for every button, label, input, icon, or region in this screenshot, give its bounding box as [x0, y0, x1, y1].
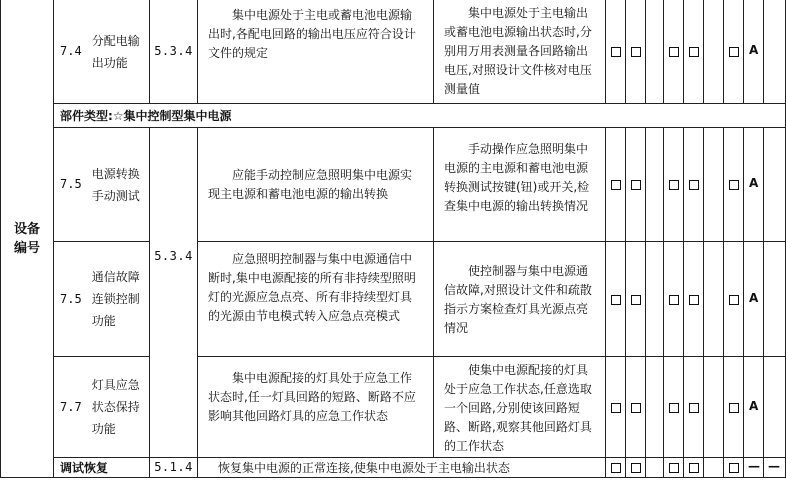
group-label: 设备 编号 [13, 221, 40, 256]
last-row-name: 调试恢复 [60, 461, 109, 475]
checkbox-empty-icon[interactable] [669, 180, 679, 190]
checkbox-empty-icon[interactable] [729, 180, 739, 190]
last-row-clause [150, 458, 198, 478]
row-code: 7.5 [60, 177, 82, 191]
checkbox-empty-icon[interactable] [689, 47, 699, 57]
row-7-4-requirement [198, 0, 434, 104]
checkbox-empty-icon[interactable] [669, 295, 679, 305]
checkbox-empty-icon[interactable] [631, 180, 641, 190]
method-text: 使集中电源配接的灯具处于应急工作状态,任意选取一个回路,分别使该回路短路、断路,观察其他回路灯具的工作状态 [444, 363, 592, 453]
check-cell [704, 242, 724, 357]
check-cell [764, 242, 786, 357]
method-text: 手动操作应急照明集中电源的主电源和蓄电池电源转换测试按键(钮)或开关,检查集中电源的输出转换情况 [444, 142, 590, 213]
check-cell [646, 458, 664, 478]
result-label: A [749, 176, 759, 190]
result-dash: — [748, 459, 760, 473]
row-name: 灯具应急 状态保持 功能 [91, 378, 140, 436]
checkbox-empty-icon[interactable] [611, 180, 621, 190]
clause-number: 5.1.4 [154, 460, 193, 474]
rows-7-5-to-7-7-clause [150, 128, 198, 458]
checkbox-empty-icon[interactable] [669, 463, 679, 473]
check-cell [646, 128, 664, 242]
row-7-5a-requirement [198, 128, 434, 242]
check-cell [646, 242, 664, 357]
checkbox-empty-icon[interactable] [729, 463, 739, 473]
checkbox-empty-icon[interactable] [729, 295, 739, 305]
clause-number: 5.3.4 [154, 249, 193, 263]
checkbox-empty-icon[interactable] [611, 47, 621, 57]
checkbox-empty-icon[interactable] [611, 295, 621, 305]
row-7-4-title [54, 0, 150, 104]
checkbox-empty-icon[interactable] [729, 47, 739, 57]
method-text: 集中电源处于主电输出或蓄电池电源输出状态时,分别用万用表测量各回路输出电压,对照设计文件核对电压测量值 [444, 6, 592, 96]
checkbox-empty-icon[interactable] [631, 403, 641, 413]
result-label: A [749, 43, 759, 57]
checkbox-empty-icon[interactable] [611, 463, 621, 473]
check-cell [764, 0, 786, 104]
last-row-title [54, 458, 150, 478]
result-label: A [749, 398, 759, 413]
checkbox-empty-icon[interactable] [631, 295, 641, 305]
checkbox-empty-icon[interactable] [669, 403, 679, 413]
check-cell [704, 128, 724, 242]
check-cell [764, 357, 786, 458]
requirement-text: 应急照明控制器与集中电源通信中断时,集中电源配接的所有非持续型照明灯的光源应急点亮、所有非持续型灯具的光源由节电模式转入应急点亮模式 [208, 252, 416, 323]
check-cell [646, 357, 664, 458]
clause-number: 5.3.4 [154, 44, 193, 58]
row-code: 7.7 [60, 399, 82, 414]
row-7-5a-method [434, 128, 606, 242]
row-name: 电源转换 手动测试 [91, 166, 140, 203]
component-type-row [54, 104, 786, 128]
checkbox-empty-icon[interactable] [669, 47, 679, 57]
check-cell [704, 458, 724, 478]
check-cell [704, 0, 724, 104]
row-7-5b-method [434, 242, 606, 357]
checkbox-empty-icon[interactable] [631, 463, 641, 473]
checkbox-empty-icon[interactable] [689, 463, 699, 473]
checkbox-empty-icon[interactable] [729, 403, 739, 413]
row-7-7-requirement [198, 357, 434, 458]
group-label-cell [0, 0, 54, 478]
row-7-5a-title [54, 128, 150, 242]
row-7-4-method [434, 0, 606, 104]
check-cell [704, 357, 724, 458]
row-7-7-method [434, 357, 606, 458]
row-7-5b-requirement [198, 242, 434, 357]
checkbox-empty-icon[interactable] [631, 47, 641, 57]
component-type-text: 部件类型:☆集中控制型集中电源 [60, 109, 232, 123]
row-code: 7.5 [60, 291, 82, 306]
checkbox-empty-icon[interactable] [611, 403, 621, 413]
row-code: 7.4 [60, 44, 82, 58]
checkbox-empty-icon[interactable] [689, 295, 699, 305]
check-cell [764, 128, 786, 242]
row-name: 通信故障 连锁控制 功能 [91, 270, 140, 328]
last-row-text [198, 458, 606, 478]
result-dash: — [768, 459, 780, 473]
row-7-4-clause [150, 0, 198, 104]
checkbox-empty-icon[interactable] [689, 403, 699, 413]
requirement-text: 应能手动控制应急照明集中电源实现主电源和蓄电池电源的输出转换 [208, 168, 413, 201]
requirement-text: 集中电源配接的灯具处于应急工作状态时,任一灯具回路的短路、断路不应影响其他回路灯具的应急工作状态 [208, 371, 416, 423]
method-text: 使控制器与集中电源通信故障,对照设计文件和疏散指示方案检查灯具光源点亮情况 [444, 264, 592, 335]
checkbox-empty-icon[interactable] [689, 180, 699, 190]
row-name: 分配电输 出功能 [91, 33, 140, 70]
requirement-text: 集中电源处于主电或蓄电池电源输出时,各配电回路的输出电压应符合设计文件的规定 [208, 8, 416, 60]
row-7-5b-title [54, 242, 150, 357]
check-cell [646, 0, 664, 104]
last-row-content: 恢复集中电源的正常连接,使集中电源处于主电输出状态 [218, 461, 510, 475]
row-7-7-title [54, 357, 150, 458]
result-label: A [749, 290, 759, 305]
